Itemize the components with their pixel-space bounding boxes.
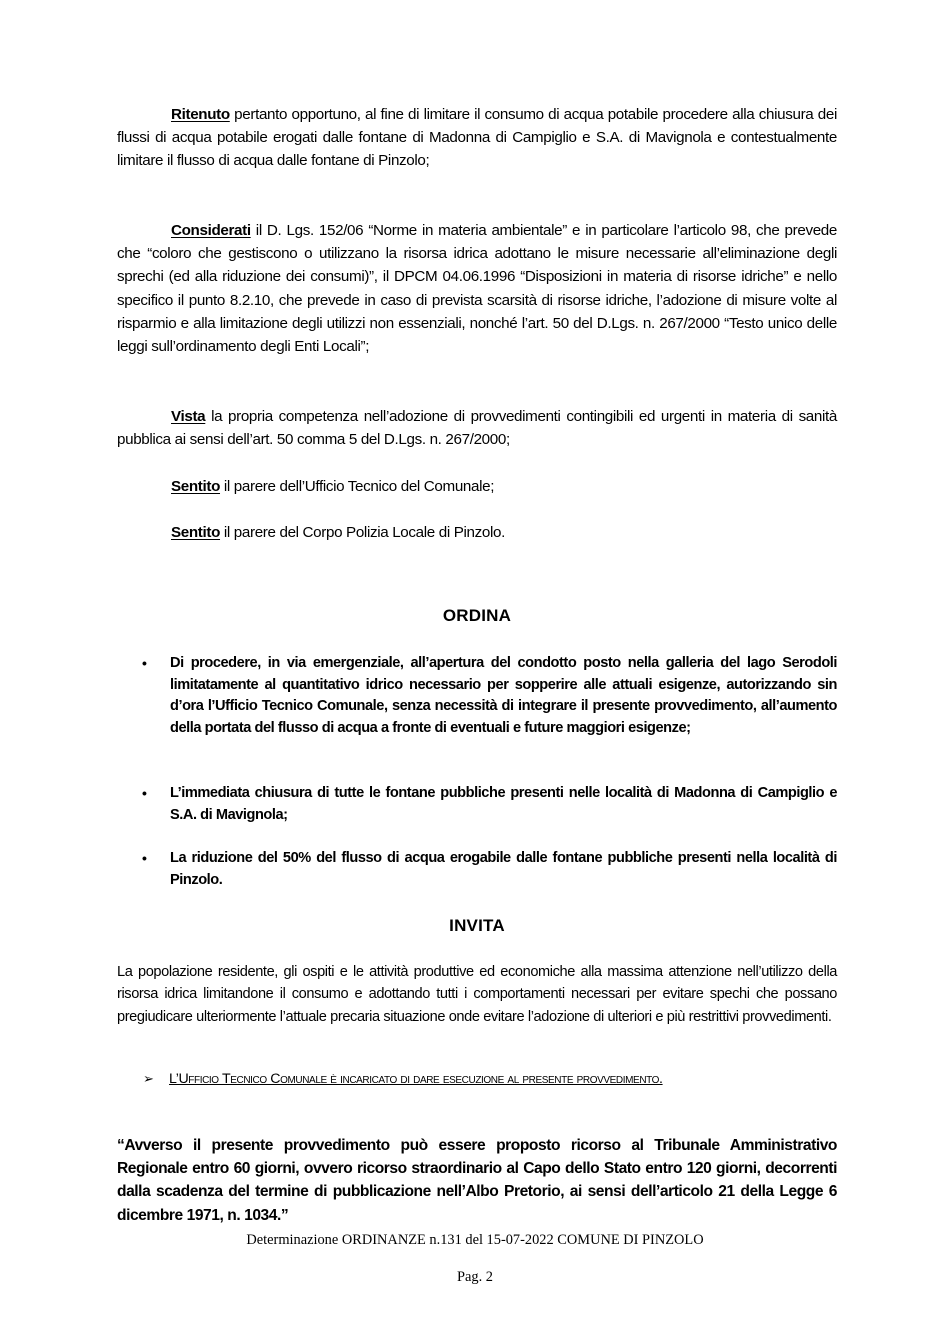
keyword-considerati: Considerati — [171, 222, 251, 239]
ordina-list — [117, 653, 837, 739]
bullet-icon: • — [142, 655, 147, 671]
paragraph-considerati-text: il D. Lgs. 152/06 “Norme in materia ambientale” e in particolare l’articolo 98, che prevede che “coloro che gestiscono o utilizzano la risorsa idrica adottano le misure necessarie all’eliminazione degli sprechi (ed alla riduzione dei consumi)”, il DPCM 04.06.1996 “Disposizioni in materia di risorse idriche” e nello specifico il punto 8.2.10, che prevede in caso di prevista scarsità di risorse idriche, l’adozione di misure volte al risparmio e alla limitazione degli utilizzi non essenziali, nonché l’art. 50 del D.Lgs. n. 267/2000 “Testo unico delle leggi sull’ordinamento degli Enti Locali”; — [117, 222, 837, 356]
paragraph-invita: La popolazione residente, gli ospiti e le attività produttive ed economiche alla massima attenzione nell’utilizzo della risorsa idrica limitandone il consumo e adottando tutti i comportamenti necessari per evitare spechi che possano pregiudicare ulteriormente l’attuale precaria situazione onde evitare l’adozione di ulteriori e più restrittivi provvedimenti. — [117, 964, 837, 1025]
list-item — [117, 653, 837, 739]
heading-ordina: ORDINA — [442, 606, 512, 625]
ordina-list — [117, 848, 837, 891]
paragraph-vista — [117, 405, 837, 451]
keyword-ritenuto: Ritenuto — [171, 106, 230, 123]
incarico-text: L’Ufficio Tecnico Comunale è incaricato di dare esecuzione al presente provvedimento. — [169, 1071, 663, 1087]
paragraph-ritenuto-text: pertanto opportuno, al fine di limitare il consumo di acqua potabile procedere alla chiusura dei flussi di acqua potabile erogati dalle fontane di Madonna di Campiglio e S.A. di Mavignola e contestualmente limitare il flusso di acqua dalle fontane di Pinzolo; — [117, 106, 837, 170]
paragraph-vista-text: la propria competenza nell’adozione di provvedimenti contingibili ed urgenti in materia di sanità pubblica ai sensi dell’art. 50 comma 5 del D.Lgs. n. 267/2000; — [117, 408, 837, 449]
list-item-text: La riduzione del 50% del flusso di acqua erogabile dalle fontane pubbliche presenti nella località di Pinzolo. — [170, 850, 837, 888]
heading-invita: INVITA — [449, 916, 505, 935]
arrow-bullet-icon: ➢ — [143, 1071, 154, 1086]
page-number: Pag. 2 — [457, 1269, 493, 1285]
paragraph-sentito-ufficio-text: il parere dell’Ufficio Tecnico del Comunale; — [220, 478, 495, 495]
paragraph-considerati — [117, 219, 837, 358]
footer-determination: Determinazione ORDINANZE n.131 del 15-07-2022 COMUNE DI PINZOLO — [246, 1232, 704, 1248]
list-item — [117, 783, 837, 826]
paragraph-sentito-polizia-text: il parere del Corpo Polizia Locale di Pinzolo. — [220, 524, 505, 541]
keyword-vista: Vista — [171, 408, 206, 425]
appeal-notice: “Avverso il presente provvedimento può essere proposto ricorso al Tribunale Amministrativo Regionale entro 60 giorni, ovvero ricorso straordinario al Capo dello Stato entro 120 giorni, decorrenti dalla scadenza del termine di pubblicazione nell’Albo Pretorio, ai sensi dell’articolo 21 della Legge 6 dicembre 1971, n. 1034.” — [117, 1137, 837, 1224]
list-item — [117, 848, 837, 891]
incarico-line — [143, 1071, 663, 1087]
paragraph-sentito-ufficio — [117, 475, 837, 498]
paragraph-ritenuto — [117, 103, 837, 173]
bullet-icon: • — [142, 850, 147, 866]
paragraph-sentito-polizia — [117, 521, 837, 544]
keyword-sentito: Sentito — [171, 478, 221, 495]
list-item-text: L’immediata chiusura di tutte le fontane pubbliche presenti nelle località di Madonna di Campiglio e S.A. di Mavignola; — [170, 785, 837, 823]
bullet-icon: • — [142, 785, 147, 801]
ordina-list — [117, 783, 837, 826]
keyword-sentito: Sentito — [171, 524, 221, 541]
list-item-text: Di procedere, in via emergenziale, all’apertura del condotto posto nella galleria del lago Serodoli limitatamente al quantitativo idrico necessario per sopperire alle attuali esigenze, autorizzando sin d’ora l’Ufficio Tecnico Comunale, senza necessità di integrare il presente provvedimento, all’aumento della portata del flusso di acqua a fronte di eventuali e future maggiori esigenze; — [170, 655, 837, 736]
